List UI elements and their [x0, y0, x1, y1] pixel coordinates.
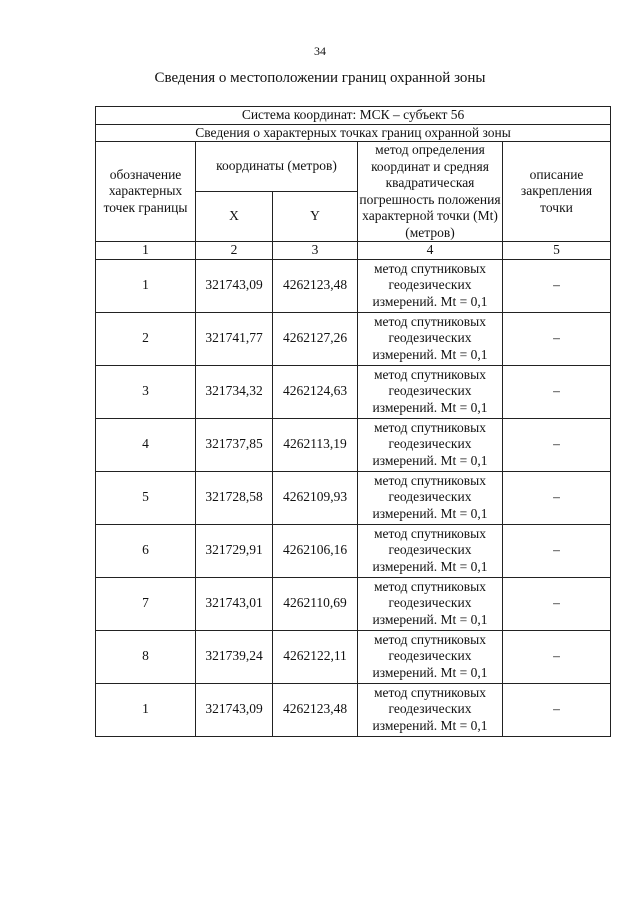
method-cell: метод спутниковых геодезических измерений. Mt = 0,1 [358, 683, 503, 736]
description-cell: – [503, 418, 611, 471]
column-number: 3 [273, 242, 358, 260]
description-cell: – [503, 524, 611, 577]
x-coordinate-cell: 321743,09 [196, 683, 273, 736]
method-cell: метод спутниковых геодезических измерений. Mt = 0,1 [358, 471, 503, 524]
coord-system-cell: Система координат: МСК – субъект 56 [96, 107, 611, 125]
table-row [96, 630, 611, 683]
column-number: 2 [196, 242, 273, 260]
method-cell: метод спутниковых геодезических измерений. Mt = 0,1 [358, 312, 503, 365]
column-number: 4 [358, 242, 503, 260]
table-row [96, 259, 611, 312]
point-cell: 8 [96, 630, 196, 683]
method-cell: метод спутниковых геодезических измерений. Mt = 0,1 [358, 577, 503, 630]
y-coordinate-cell: 4262109,93 [273, 471, 358, 524]
column-number: 1 [96, 242, 196, 260]
header-description: описание закрепления точки [503, 142, 611, 242]
table-row [96, 683, 611, 736]
header-designation: обозначение характерных точек границы [96, 142, 196, 242]
header-coordinates: координаты (метров) [196, 142, 358, 192]
table-row [96, 577, 611, 630]
y-coordinate-cell: 4262124,63 [273, 365, 358, 418]
y-coordinate-cell: 4262106,16 [273, 524, 358, 577]
method-cell: метод спутниковых геодезических измерений. Mt = 0,1 [358, 418, 503, 471]
header-y: Y [273, 192, 358, 242]
x-coordinate-cell: 321734,32 [196, 365, 273, 418]
table-row [96, 312, 611, 365]
description-cell: – [503, 365, 611, 418]
description-cell: – [503, 683, 611, 736]
point-cell: 1 [96, 683, 196, 736]
point-cell: 1 [96, 259, 196, 312]
y-coordinate-cell: 4262113,19 [273, 418, 358, 471]
column-number: 5 [503, 242, 611, 260]
header-method: метод определения координат и средняя квадратическая погрешность положения характерной точки (Mt) (метров) [359, 142, 501, 240]
y-coordinate-cell: 4262123,48 [273, 259, 358, 312]
method-cell: метод спутниковых геодезических измерений. Mt = 0,1 [358, 524, 503, 577]
description-cell: – [503, 471, 611, 524]
y-coordinate-cell: 4262110,69 [273, 577, 358, 630]
x-coordinate-cell: 321743,09 [196, 259, 273, 312]
point-cell: 4 [96, 418, 196, 471]
page-number: 34 [314, 44, 326, 58]
description-cell: – [503, 312, 611, 365]
table-row [96, 418, 611, 471]
point-cell: 7 [96, 577, 196, 630]
section-title-cell: Сведения о характерных точках границ охранной зоны [96, 124, 611, 142]
method-cell: метод спутниковых геодезических измерений. Mt = 0,1 [358, 259, 503, 312]
boundary-points-table [95, 106, 611, 737]
description-cell: – [503, 259, 611, 312]
point-cell: 3 [96, 365, 196, 418]
page-title: Сведения о местоположении границ охранной зоны [154, 70, 486, 86]
point-cell: 2 [96, 312, 196, 365]
method-cell: метод спутниковых геодезических измерений. Mt = 0,1 [358, 365, 503, 418]
x-coordinate-cell: 321741,77 [196, 312, 273, 365]
y-coordinate-cell: 4262123,48 [273, 683, 358, 736]
table-row [96, 524, 611, 577]
table-row [96, 365, 611, 418]
x-coordinate-cell: 321728,58 [196, 471, 273, 524]
header-x: X [196, 192, 273, 242]
x-coordinate-cell: 321743,01 [196, 577, 273, 630]
table-row [96, 471, 611, 524]
y-coordinate-cell: 4262122,11 [273, 630, 358, 683]
point-cell: 5 [96, 471, 196, 524]
x-coordinate-cell: 321739,24 [196, 630, 273, 683]
method-cell: метод спутниковых геодезических измерений. Mt = 0,1 [358, 630, 503, 683]
y-coordinate-cell: 4262127,26 [273, 312, 358, 365]
x-coordinate-cell: 321729,91 [196, 524, 273, 577]
x-coordinate-cell: 321737,85 [196, 418, 273, 471]
description-cell: – [503, 630, 611, 683]
description-cell: – [503, 577, 611, 630]
point-cell: 6 [96, 524, 196, 577]
